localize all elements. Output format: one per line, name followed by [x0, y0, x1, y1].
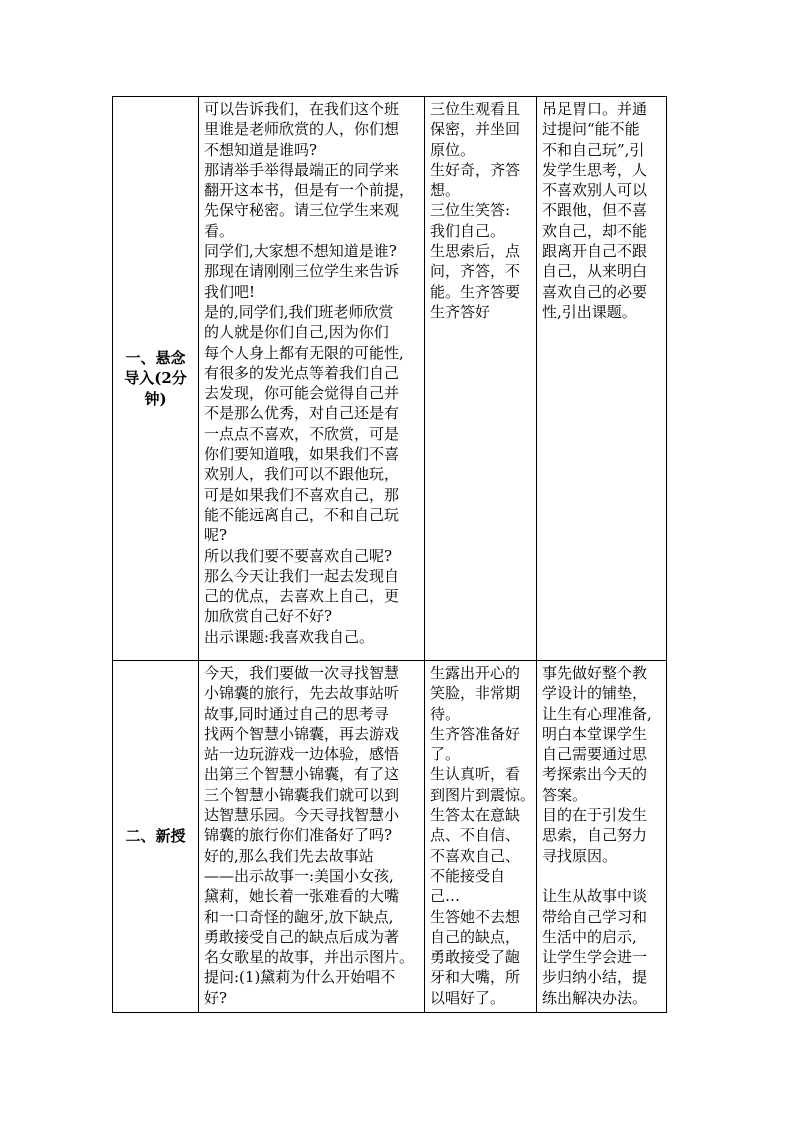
text-line: 生认真听，看: [430, 765, 521, 784]
text-line: 三位生笑答:: [430, 201, 511, 220]
text-line: 看。: [204, 221, 235, 240]
text-line: 一点点不喜欢，不欣赏，可是: [204, 424, 400, 443]
stage-label: 一、悬念: [125, 349, 186, 368]
text-line: 能不能远离自己，不和自己玩: [204, 505, 400, 524]
text-line: 牙和大嘴，所: [430, 968, 521, 987]
text-line: 寻找原因。: [542, 846, 618, 865]
text-line: 到图片到震惊。: [430, 785, 536, 804]
text-line: 带给自己学习和: [542, 907, 648, 926]
stage-cell: [113, 661, 199, 1013]
stage-label: 二、新授: [125, 827, 186, 846]
text-line: 生活中的启示,: [542, 927, 637, 946]
text-line: 己…: [430, 887, 461, 906]
text-line: 出示课题:我喜欢我自己。: [204, 627, 375, 646]
text-line: 让生从故事中谈: [542, 887, 648, 906]
text-line: 我们吧!: [204, 282, 256, 301]
text-line: 和一口奇怪的龅牙,放下缺点,: [204, 907, 394, 926]
text-line: 能。生齐答要: [430, 282, 521, 301]
text-line: 不喜欢别人可以: [542, 181, 648, 200]
text-line: 生齐答准备好: [430, 724, 521, 743]
text-line: 那请举手举得最端正的同学来: [204, 160, 400, 179]
text-line: 发学生思考，人: [542, 160, 648, 179]
text-line: 自己需要通过思: [542, 745, 648, 764]
text-line: 待。: [430, 704, 461, 723]
text-line: 学设计的铺垫，: [542, 684, 648, 703]
text-line: 每个人身上都有无限的可能性,: [204, 343, 404, 362]
text-line: 加欣赏自己好不好?: [204, 607, 333, 626]
text-line: 锦囊的旅行你们准备好了吗?: [204, 826, 393, 845]
text-line: 不想知道是谁吗?: [204, 140, 318, 159]
text-line: 以唱好了。: [430, 988, 506, 1007]
text-line: 先保守秘密。请三位学生来观: [204, 201, 400, 220]
table-row: [113, 661, 667, 1013]
text-line: 答案。: [542, 785, 588, 804]
stage-label: 钟): [144, 389, 167, 408]
text-line: 自己，从来明白: [542, 262, 648, 281]
design-intent-cell: [537, 661, 667, 1013]
text-line: 可以告诉我们，在我们这个班: [204, 100, 400, 118]
text-line: 去发现，你可能会觉得自己并: [204, 384, 400, 403]
text-line: 不和自己玩”,引: [542, 140, 645, 159]
text-line: 勇敢接受自己的缺点后成为著: [204, 927, 400, 946]
teacher-activity-cell: [199, 661, 425, 1013]
text-line: 生好奇，齐答: [430, 160, 521, 179]
text-line: 生露出开心的: [430, 664, 521, 682]
text-line: 不能接受自: [430, 866, 506, 885]
lesson-plan-table: [112, 96, 667, 1013]
text-line: 事先做好整个教: [542, 664, 648, 682]
text-line: 让学生学会进一: [542, 948, 648, 967]
text-line: 练出解决办法。: [542, 988, 648, 1007]
text-line: 生齐答好: [430, 302, 491, 321]
text-line: 那么今天让我们一起去发现自: [204, 566, 400, 585]
text-line: 出第三个智慧小锦囊，有了这: [204, 765, 400, 784]
text-line: 吊足胃口。并通: [542, 100, 648, 118]
text-line: ——出示故事一:美国小女孩,: [204, 866, 394, 885]
text-line: 有很多的发光点等着我们自己: [204, 363, 400, 382]
text-line: 生思索后，点: [430, 242, 521, 261]
text-line: 你们要知道哦，如果我们不喜: [204, 445, 400, 464]
text-line: 故事,同时通过自己的思考寻: [204, 704, 389, 723]
text-line: 欢自己，却不能: [542, 221, 648, 240]
text-line: 己的优点，去喜欢上自己，更: [204, 587, 400, 606]
teacher-activity-cell: [199, 97, 425, 661]
text-line: 笑脸，非常期: [430, 684, 521, 703]
student-activity-cell: [425, 97, 537, 661]
text-line: 站一边玩游戏一边体验，感悟: [204, 745, 400, 764]
table-row: [113, 97, 667, 661]
text-line: 不跟他，但不喜: [542, 201, 648, 220]
text-line: 小锦囊的旅行，先去故事站听: [204, 684, 400, 703]
text-line: 步归纳小结，提: [542, 968, 648, 987]
text-line: 让生有心理准备,: [542, 704, 652, 723]
text-line: 呢?: [204, 526, 228, 545]
text-line: 好?: [204, 988, 228, 1007]
text-line: 保密，并坐回: [430, 120, 521, 139]
text-line: 不是那么优秀，对自己还是有: [204, 404, 400, 423]
text-line: 自己的缺点，: [430, 927, 521, 946]
text-line: 性,引出课题。: [542, 302, 637, 321]
text-line: 可是如果我们不喜欢自己，那: [204, 485, 400, 504]
text-line: 点、不自信、: [430, 826, 521, 845]
text-line: 目的在于引发生: [542, 806, 648, 825]
text-line: 考探索出今天的: [542, 765, 648, 784]
text-line: 里谁是老师欣赏的人，你们想: [204, 120, 400, 139]
text-line: 好的,那么我们先去故事站: [204, 846, 374, 865]
text-line: 生答太在意缺: [430, 806, 521, 825]
text-line: 找两个智慧小锦囊，再去游戏: [204, 724, 400, 743]
text-line: 了。: [430, 745, 461, 764]
stage-label: 导入(2分: [124, 369, 187, 388]
text-line: 喜欢自己的必要: [542, 282, 648, 301]
text-line: 提问:(1)黛莉为什么开始唱不: [204, 968, 396, 987]
text-line: 跟离开自己不跟: [542, 242, 648, 261]
design-intent-cell: [537, 97, 667, 661]
text-line: 欢别人，我们可以不跟他玩，: [204, 465, 400, 484]
text-line: 我们自己。: [430, 221, 506, 240]
text-line: 不喜欢自己、: [430, 846, 521, 865]
text-line: 是的,同学们,我们班老师欣赏: [204, 302, 394, 321]
student-activity-cell: [425, 661, 537, 1013]
text-line: 三个智慧小锦囊我们就可以到: [204, 785, 400, 804]
text-line: 的人就是你们自己,因为你们: [204, 323, 389, 342]
text-line: 今天，我们要做一次寻找智慧: [204, 664, 400, 682]
text-line: 那现在请刚刚三位学生来告诉: [204, 262, 400, 281]
text-line: 三位生观看且: [430, 100, 521, 118]
text-line: 翻开这本书，但是有一个前提，: [204, 181, 415, 200]
text-line: 同学们,大家想不想知道是谁?: [204, 242, 397, 261]
text-line: 名女歌星的故事，并出示图片。: [204, 948, 415, 967]
text-line: 生答她不去想: [430, 907, 521, 926]
stage-cell: [113, 97, 199, 661]
text-line: 所以我们要不要喜欢自己呢?: [204, 546, 393, 565]
text-line: 想。: [430, 181, 461, 200]
text-line: 问，齐答，不: [430, 262, 521, 281]
text-line: 勇敢接受了龅: [430, 948, 521, 967]
text-line: 思索，自己努力: [542, 826, 648, 845]
text-line: 原位。: [430, 140, 476, 159]
text-line: 明白本堂课学生: [542, 724, 648, 743]
text-line: 达智慧乐园。今天寻找智慧小: [204, 806, 400, 825]
text-line: 过提问“能不能: [542, 120, 640, 139]
text-line: 黛莉，她长着一张难看的大嘴: [204, 887, 400, 906]
